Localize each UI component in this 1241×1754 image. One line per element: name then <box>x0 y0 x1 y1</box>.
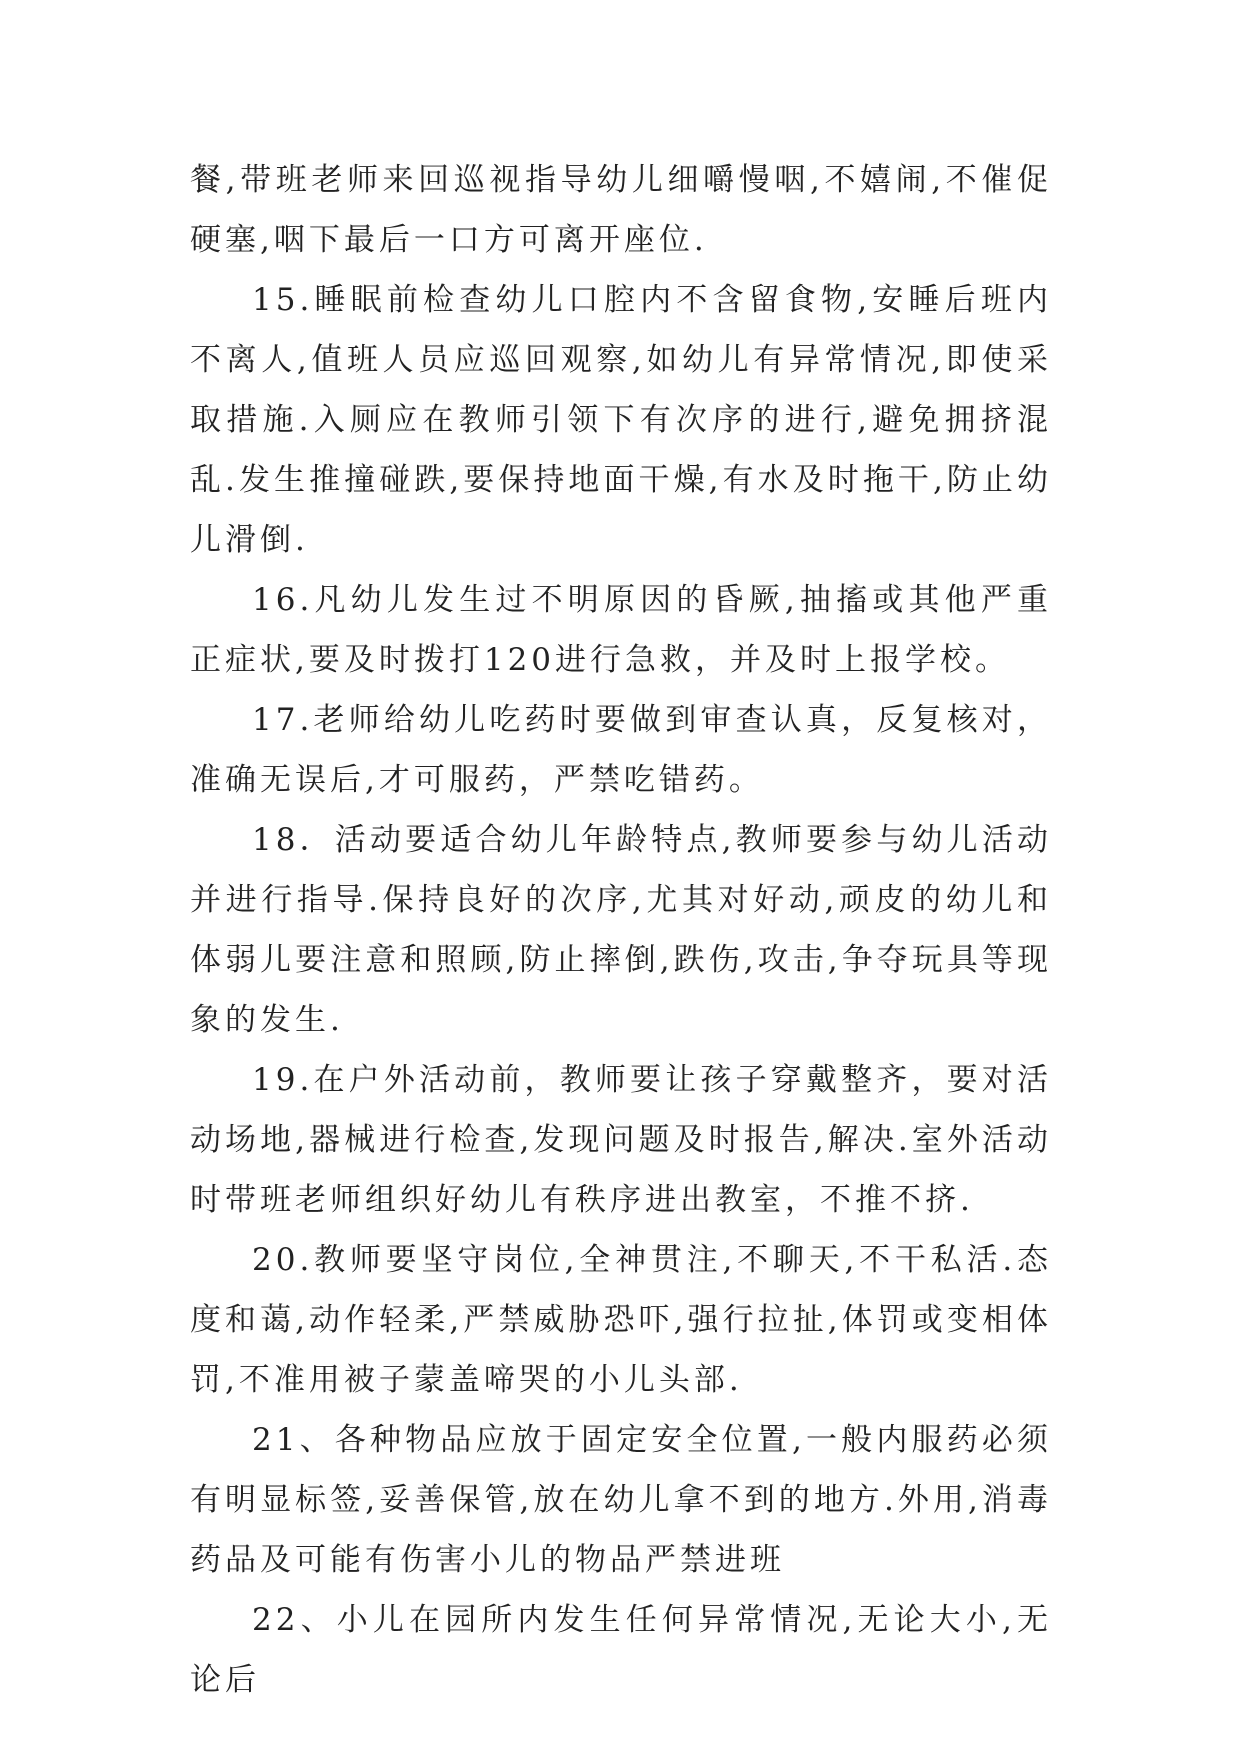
paragraph-16: 16.凡幼儿发生过不明原因的昏厥,抽搐或其他严重正症状,要及时拨打120进行急救，并及时上报学校。 <box>190 582 1052 678</box>
paragraph-15: 15.睡眠前检查幼儿口腔内不含留食物,安睡后班内不离人,值班人员应巡回观察,如幼儿有异常情况,即使采取措施.入厕应在教师引领下有次序的进行,避免拥挤混乱.发生推撞碰跌,要保持地面干燥,有水及时拖干,防止幼儿滑倒. <box>190 282 1052 558</box>
paragraph-22: 22、小儿在园所内发生任何异常情况,无论大小,无论后 <box>190 1602 1052 1698</box>
paragraph-18: 18．活动要适合幼儿年龄特点,教师要参与幼儿活动并进行指导.保持良好的次序,尤其对好动,顽皮的幼儿和体弱儿要注意和照顾,防止摔倒,跌伤,攻击,争夺玩具等现象的发生. <box>190 822 1052 1038</box>
paragraph-17: 17.老师给幼儿吃药时要做到审查认真，反复核对，准确无误后,才可服药，严禁吃错药。 <box>190 702 1052 798</box>
paragraph-14-continued: 餐,带班老师来回巡视指导幼儿细嚼慢咽,不嬉闹,不催促硬塞,咽下最后一口方可离开座位. <box>190 162 1052 258</box>
paragraph-20: 20.教师要坚守岗位,全神贯注,不聊天,不干私活.态度和蔼,动作轻柔,严禁威胁恐吓,强行拉扯,体罚或变相体罚,不准用被子蒙盖啼哭的小儿头部. <box>190 1242 1052 1398</box>
paragraph-21: 21、各种物品应放于固定安全位置,一般内服药必须有明显标签,妥善保管,放在幼儿拿不到的地方.外用,消毒药品及可能有伤害小儿的物品严禁进班 <box>190 1422 1052 1578</box>
paragraph-19: 19.在户外活动前，教师要让孩子穿戴整齐，要对活动场地,器械进行检查,发现问题及时报告,解决.室外活动时带班老师组织好幼儿有秩序进出教室，不推不挤. <box>190 1062 1052 1218</box>
document-page <box>190 150 1052 1710</box>
